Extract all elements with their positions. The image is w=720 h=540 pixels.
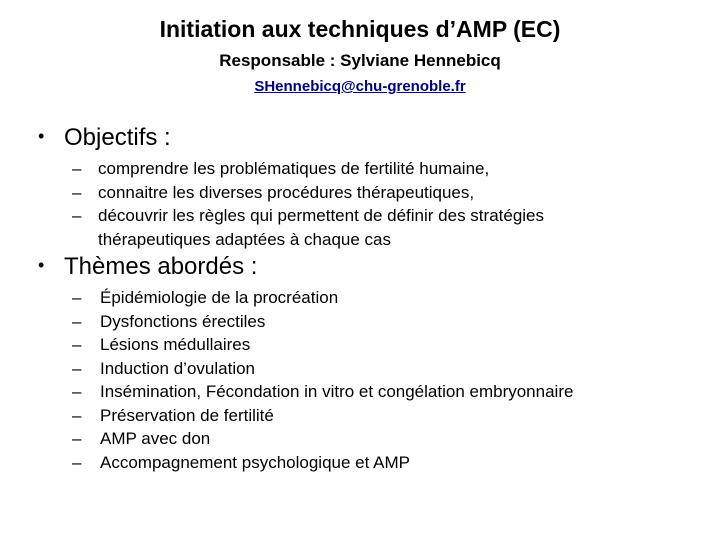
list-item [38,310,573,334]
list-item [38,451,573,475]
dash-icon: – [72,182,82,202]
objectifs-list [38,157,544,251]
dash-icon: – [72,335,82,354]
slide-title: Initiation aux techniques d’AMP (EC) [159,16,561,42]
objectifs-heading-row [38,121,544,153]
themes-heading: Thèmes abordés : [64,253,258,280]
list-item [38,157,544,181]
list-item-text: thérapeutiques adaptées à chaque cas [98,229,392,249]
list-item [38,404,573,428]
bullet-icon: • [38,255,45,275]
themes-section [38,250,573,474]
list-item-text: Dysfonctions érectiles [100,311,266,331]
list-item [38,380,573,404]
bullet-icon: • [38,126,45,146]
list-item-text: Accompagnement psychologique et AMP [100,452,410,472]
dash-icon: – [72,311,82,331]
objectifs-section [38,121,544,251]
themes-list [38,286,573,474]
list-item-text: Préservation de fertilité [100,405,274,425]
dash-icon: – [72,358,82,378]
dash-icon: – [72,405,82,425]
list-item [38,427,573,451]
list-item-text: AMP avec don [100,429,211,448]
themes-heading-row [38,250,573,282]
objectifs-heading: Objectifs : [64,124,171,151]
list-item-continuation [38,228,544,252]
email-line [0,77,720,97]
list-item-text: Épidémiologie de la procréation [100,288,339,307]
list-item [38,204,544,228]
dash-icon: – [72,429,82,448]
list-item-text: Insémination, Fécondation in vitro et congélation embryonnaire [100,382,574,401]
list-item [38,286,573,310]
responsable-line: Responsable : Sylviane Hennebicq [219,51,501,70]
list-item [38,181,544,205]
list-item-text: connaitre les diverses procédures thérapeutiques, [98,182,475,202]
list-item-text: Induction d’ovulation [100,358,256,378]
list-item [38,333,573,357]
dash-icon: – [72,159,82,178]
list-item-text: découvrir les règles qui permettent de définir des stratégies [98,206,545,225]
list-item [38,357,573,381]
list-item-text: Lésions médullaires [100,335,251,354]
dash-icon: – [72,288,82,307]
dash-icon: – [72,452,82,472]
dash-icon: – [72,382,82,401]
list-item-text: comprendre les problématiques de fertilité humaine, [98,159,490,178]
dash-icon: – [72,206,82,225]
email-link[interactable]: SHennebicq@chu-grenoble.fr [254,78,466,95]
